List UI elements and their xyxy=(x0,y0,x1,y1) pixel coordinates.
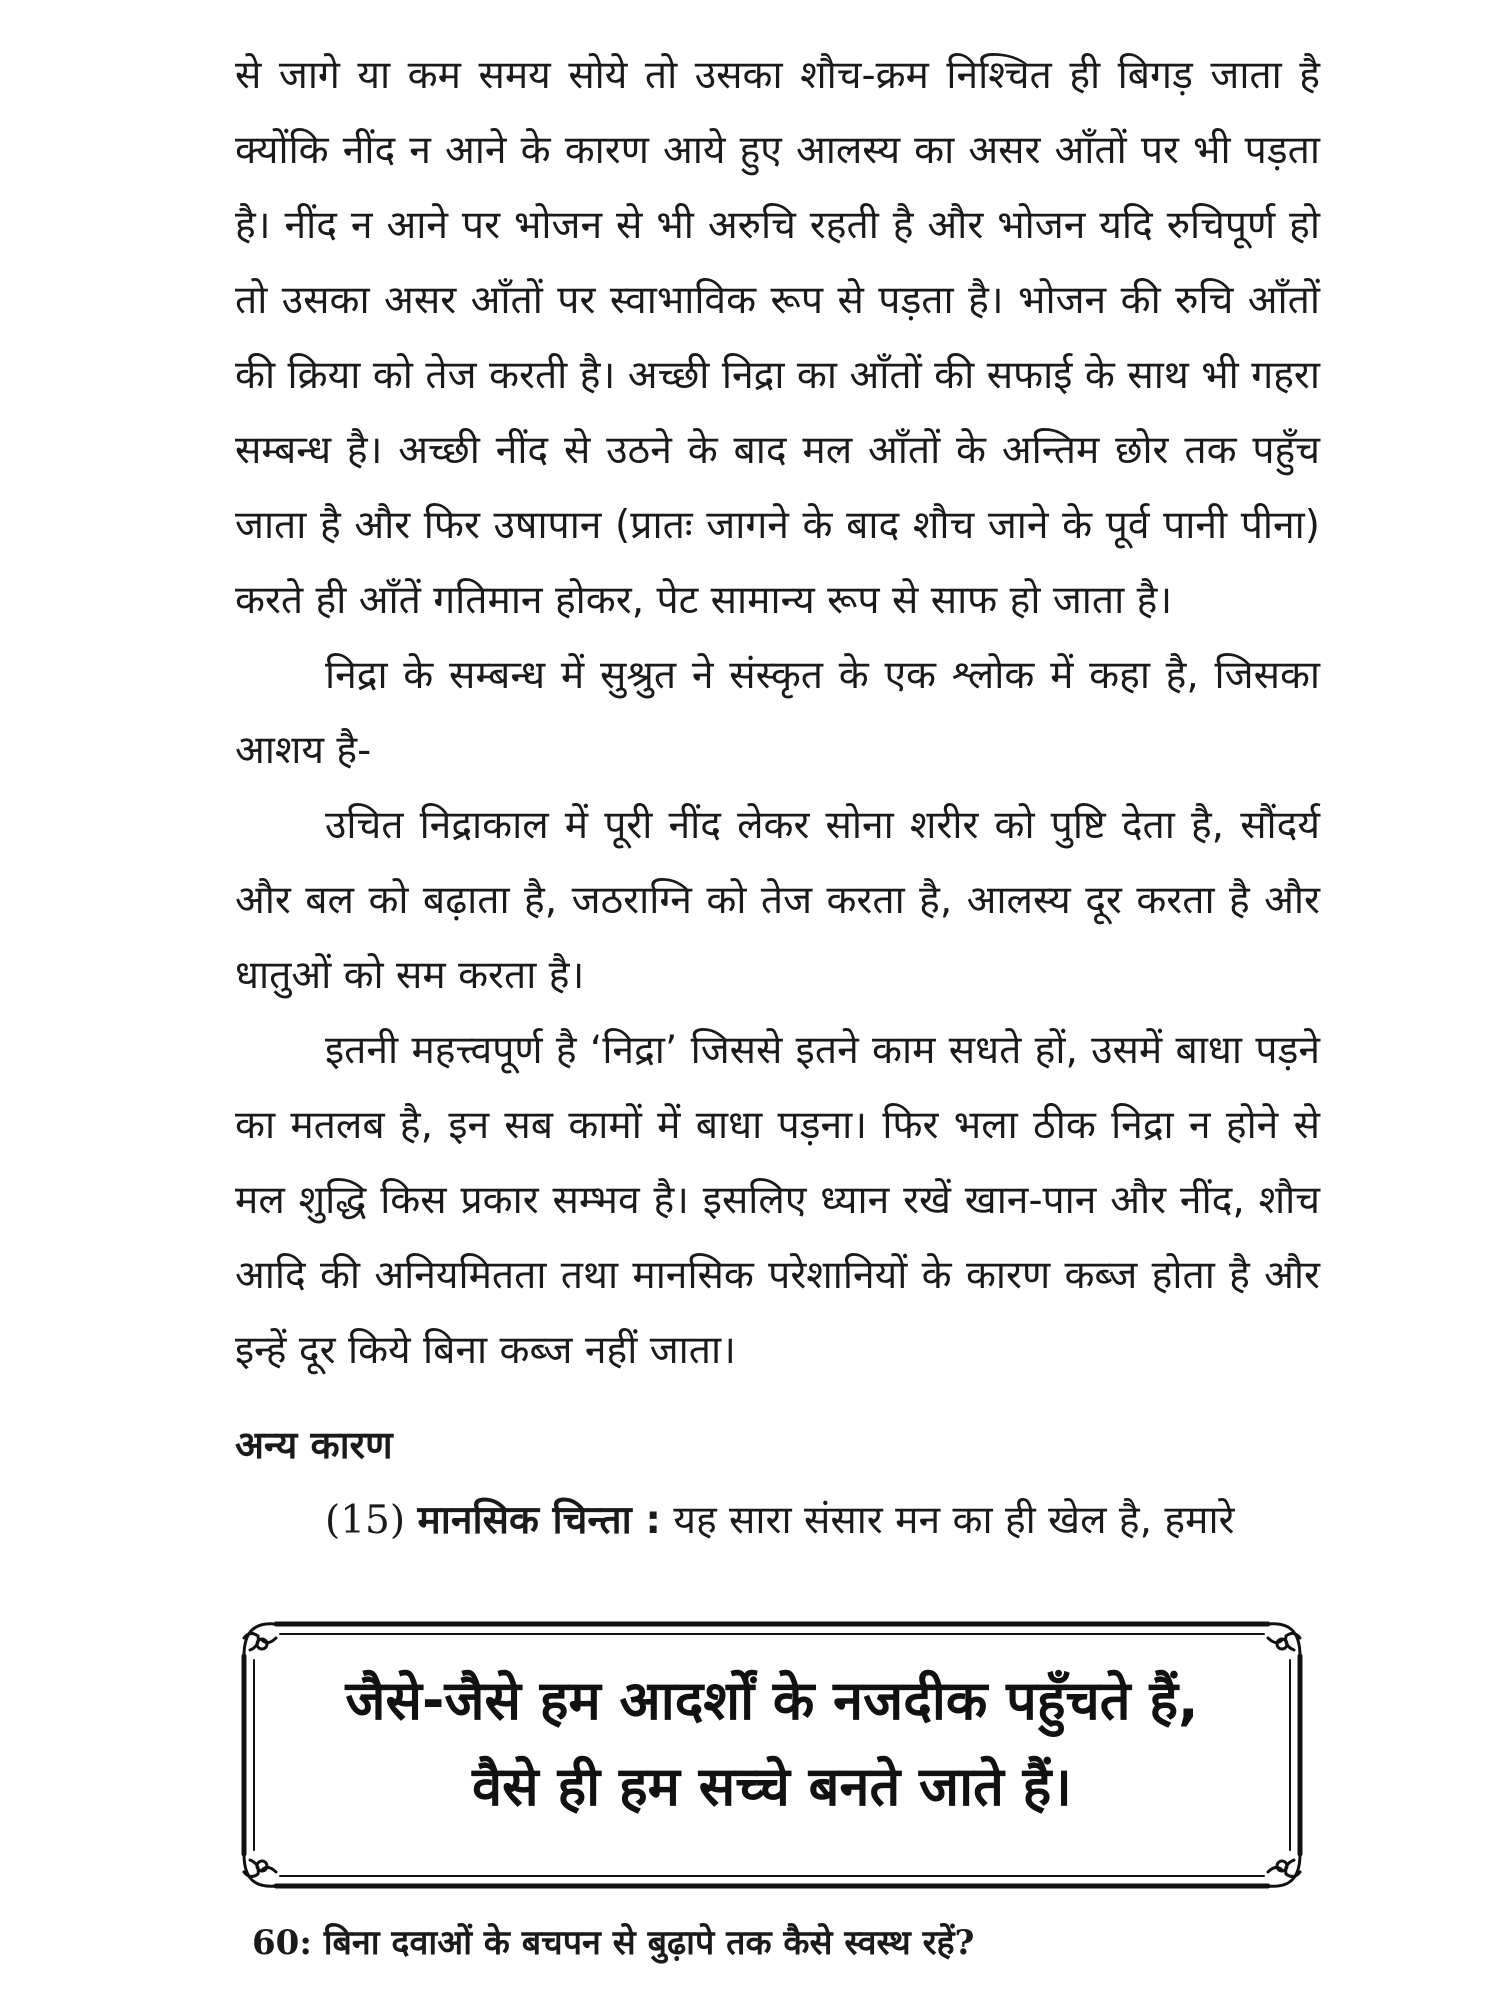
paragraph-sleep-digestion: से जागे या कम समय सोये तो उसका शौच-क्रम निश्चित ही बिगड़ जाता है क्योंकि नींद न आने के कारण आये हुए आलस्य का असर आँतों पर भी पड़ता है। नींद न आने पर भोजन से भी अरुचि रहती है और भोजन यदि रुचिपूर्ण हो तो उसका असर आँतों पर स्वाभाविक रूप से पड़ता है। भोजन की रुचि आँतों की क्रिया को तेज करती है। अच्छी निद्रा का आँतों की सफाई के साथ भी गहरा सम्बन्ध है। अच्छी नींद से उठने के बाद मल आँतों के अन्तिम छोर तक पहुँच जाता है और फिर उषापान (प्रातः जागने के बाद शौच जाने के पूर्व पानी पीना) करते ही आँतें गतिमान होकर, पेट सामान्य रूप से साफ हो जाता है। xyxy=(235,53,1320,623)
quote-line-1: जैसे-जैसे हम आदर्शों के नजदीक पहुँचते हैं, xyxy=(345,1669,1199,1732)
section-heading: अन्य कारण xyxy=(235,1423,393,1467)
body-text xyxy=(235,38,1320,1558)
quote-text xyxy=(272,1658,1272,1830)
page-footer: 60: बिना दवाओं के बचपन से बुढ़ापे तक कैसे स्वस्थ रहें? xyxy=(252,1923,975,1963)
list-item-mental-worry xyxy=(235,1483,1320,1558)
quote-box xyxy=(232,1610,1312,1900)
paragraph-importance-of-sleep: इतनी महत्त्वपूर्ण है ‘निद्रा’ जिससे इतने काम सधते हों, उसमें बाधा पड़ने का मतलब है, इन सब कामों में बाधा पड़ना। फिर भला ठीक निद्रा न होने से मल शुद्धि किस प्रकार सम्भव है। इसलिए ध्यान रखें खान-पान और नींद, शौच आदि की अनियमितता तथा मानसिक परेशानियों के कारण कब्ज होता है और इन्हें दूर किये बिना कब्ज नहीं जाता। xyxy=(235,1028,1320,1373)
paragraph-sushruta-intro: निद्रा के सम्बन्ध में सुश्रुत ने संस्कृत के एक श्लोक में कहा है, जिसका आशय है- xyxy=(235,653,1320,773)
paragraph-shloka-meaning: उचित निद्राकाल में पूरी नींद लेकर सोना शरीर को पुष्टि देता है, सौंदर्य और बल को बढ़ाता है, जठराग्नि को तेज करता है, आलस्य दूर करता है और धातुओं को सम करता है। xyxy=(235,803,1320,998)
item-number: (15) xyxy=(325,1498,406,1543)
item-term: मानसिक चिन्ता : xyxy=(417,1498,661,1543)
quote-line-2: वैसे ही हम सच्चे बनते जाते हैं। xyxy=(472,1755,1072,1818)
item-text: यह सारा संसार मन का ही खेल है, हमारे xyxy=(673,1498,1235,1543)
